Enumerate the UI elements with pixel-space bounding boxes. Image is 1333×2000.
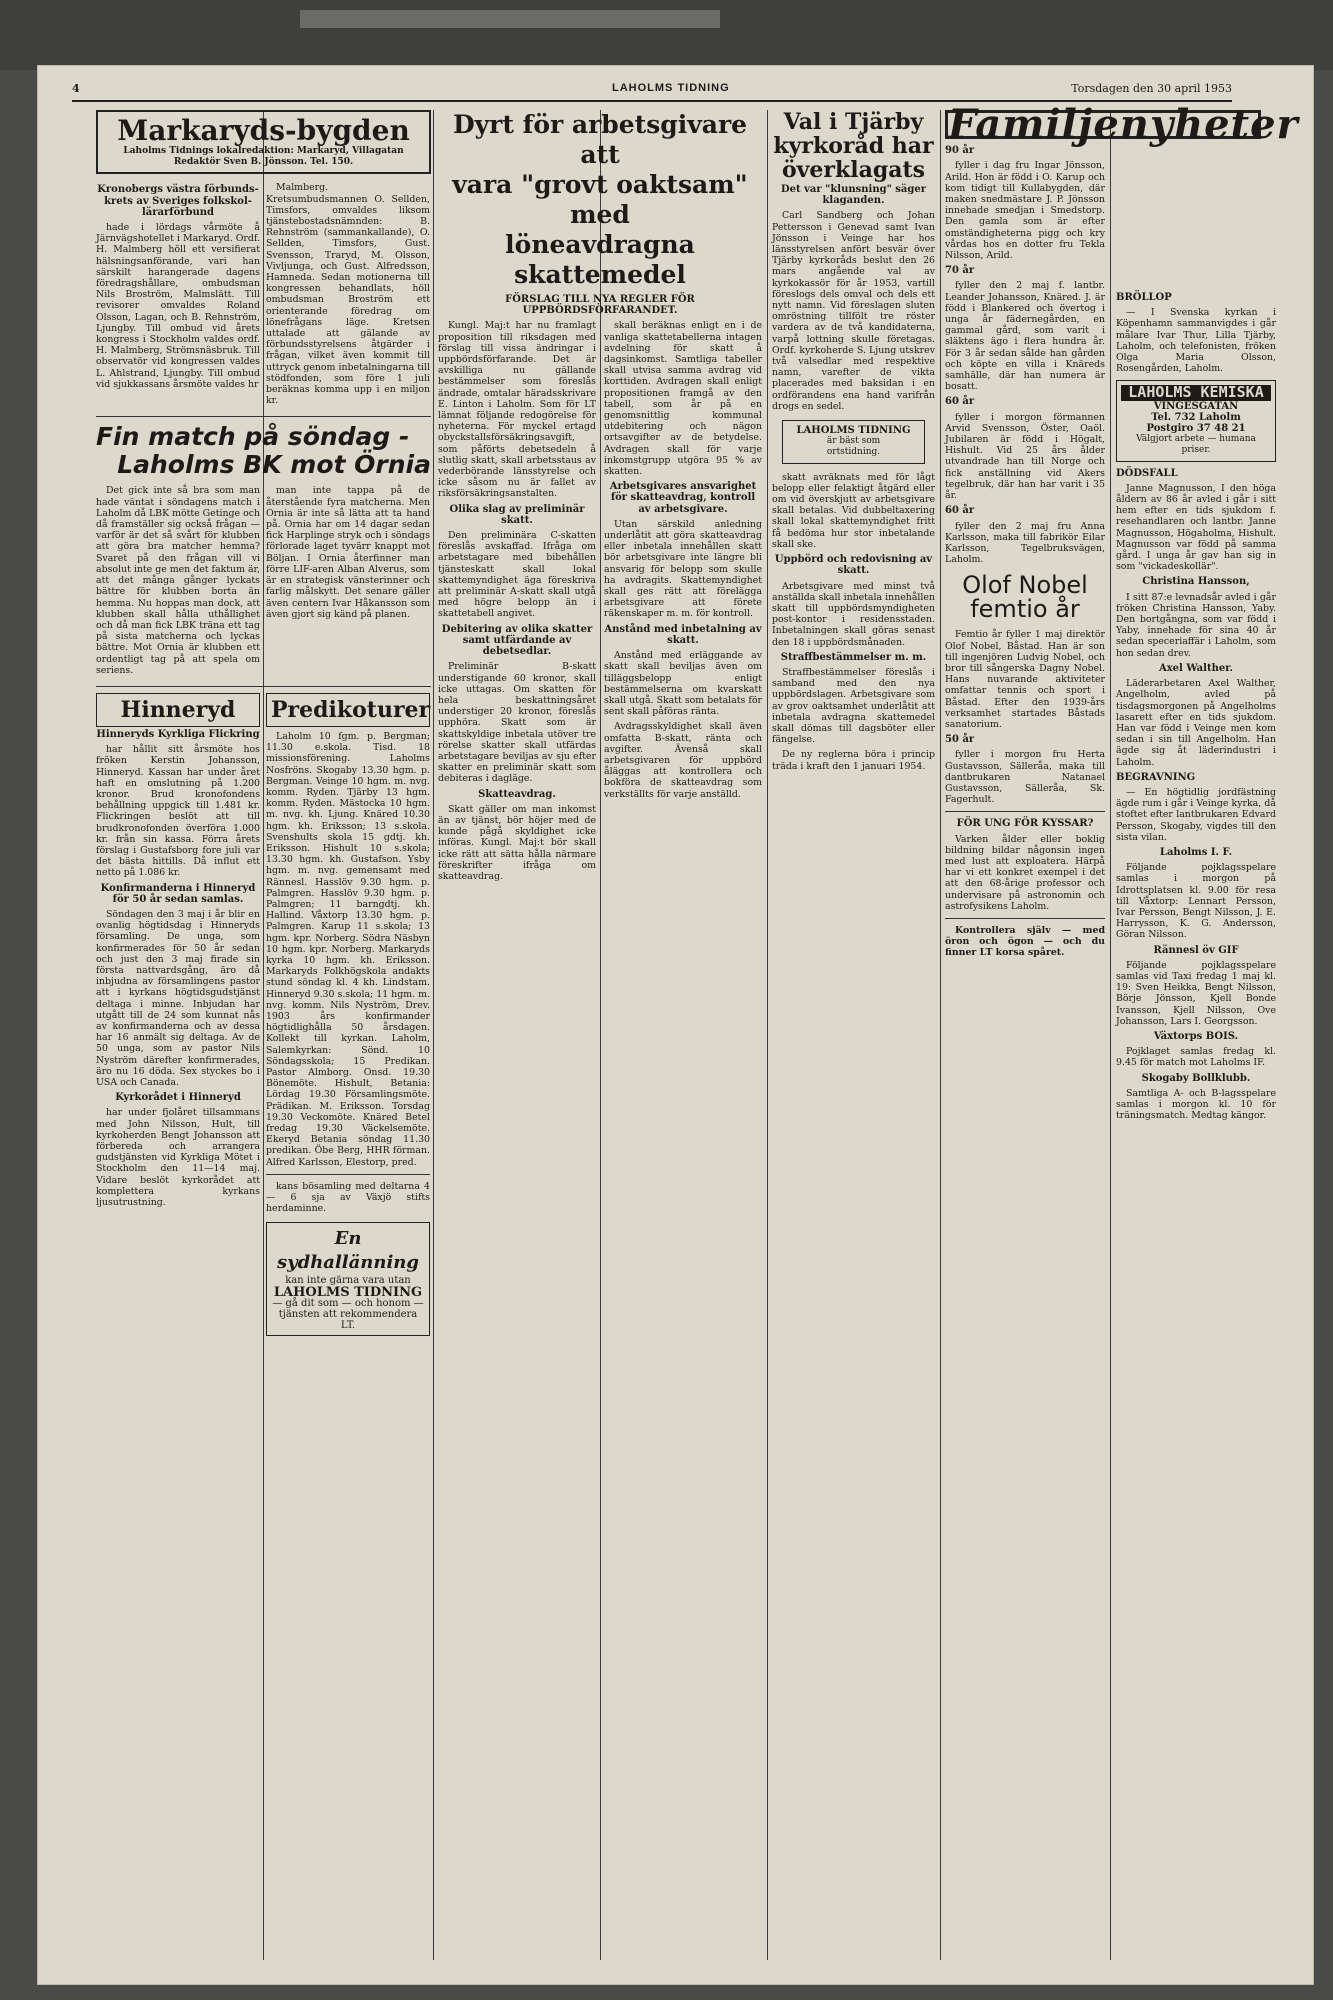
article-text: fyller i morgon fru Herta Gustavsson, Sälleråa, maka till dantbrukaren Natanael Gustavsson, Sälleråa, Sk. Fagerhult. xyxy=(945,749,1105,806)
article-text: Anstånd med erläggande av skatt skall beviljas även om tilläggsbelopp enligt bestämmelserna om kvarskatt skall utgå. Skatt som betalats för sent skall påföras ränta. xyxy=(604,650,762,718)
article-text: Femtio år fyller 1 maj direktör Olof Nobel, Båstad. Han är son till ingenjören Ludvig Nobel, och bror till sångerska Dagny Nobel. Hans nuvarande aktiviteter omfattar tennis och sport i Båstad. Efter den 1939-års verksamhet startades Båstads sanatorium. xyxy=(945,629,1105,730)
column-rule xyxy=(940,110,941,1960)
article-text: Följande pojklagsspelare samlas vid Taxi fredag 1 maj kl. 19: Sven Heikka, Bengt Nilsson, Börje Jönsson, Kjell Bonde Ivansson, Kjell Nilsson, Ove Johansson, Lars I. Georgsson. xyxy=(1116,959,1276,1027)
article-text: skatt avräknats med för lågt belopp eller felaktigt åtgärd eller om vid överskjutt av arbetsgivare skall betalas. Vid dubbeltaxering skall lokal skattemyndighet fritt få bedöma hur stor inbetalande skall ske. xyxy=(772,471,935,550)
article-text: Det gick inte så bra som man hade väntat i söndagens match i Laholm då LBK mötte Getinge och då framställer sig också frågan — varför är det så svårt för klubben att göra bra matcher hemma? Svaret på den frågan vill vi absolut inte ge men det faktum är, att det många gånger lyckats bättre för klubben borta än hemma. Nu hoppas man dock, att klubben skall hålla uthållighet och då man fick LBK träna ett tag på sista matcherna och lyckas bättre. Mot Ornia är klubben ett ordentligt tag på att spela om seriens. xyxy=(96,485,260,676)
familjenyheter-banner xyxy=(945,101,1299,148)
article-heading: Skogaby Bollklubb. xyxy=(1141,1072,1251,1084)
article-deck: FÖRSLAG TILL NYA REGLER FÖR UPPBÖRDSFÖRFARANDET. xyxy=(505,294,695,317)
issue-date: Torsdagen den 30 april 1953 xyxy=(1071,82,1232,95)
age-heading: 50 år xyxy=(945,734,975,746)
banner-title: Familjenyheter xyxy=(948,101,1299,148)
article-text: Kontrollera själv — med öron och ögon — och du finner LT korsa spåret. xyxy=(945,924,1105,959)
article-text: Carl Sandberg och Johan Pettersson i Genevad samt Ivan Jönsson i Veinge har hos länsstyrelsen anfört besvär över Tjärby kyrkoråds beslut den 26 mars angående val av kyrkokassör för år 1953, vartill föreslogs dels omval och dels ett nytt namn. Vid föreslagen sluten omröstning tillfölt tre röster vardera av de två kandidaterna, varpå lottning skulle företagas. Ordf. kyrkoherde S. Ljung utskrev två valsedlar med respektive namn, varefter de vikta placerades med baksidan i en ordförandens ena hand varifrån drogs en sedel. xyxy=(772,210,935,412)
article-text: har under fjolåret tillsammans med John Nilsson, Hult, till kyrkoherden Bengt Johansson att förbereda och arrangera gudstjänsten vid Kyrkliga Mötet i Stockholm den 11—14 maj. Vidare beslöt kyrkorådet att komplettera kyrkans ljusutrustning. xyxy=(96,1107,260,1209)
box-line: är bäst som xyxy=(826,436,881,447)
headline-line: femtio år xyxy=(970,595,1080,624)
article-text: Den preliminära C-skatten föreslås avskaffad. Ifråga om arbetstagare med bibehållen tjänsteskatt skall lokal skattemyndighet äga föreskriva att preliminär A-skatt skall utgå med högre belopp än i skattetabell angivet. xyxy=(438,530,596,620)
article-text: Malmberg. Kretsumbudsmannen O. Sellden, Timsfors, omvaldes liksom tjänstebostadsnämnden: B. Rehnström (sammankallande), O. Sellden, Timsfors, Gust. Svensson, Traryd, M. Olsson, Vivljunga, och Gust. Alfredsson, Hamneda. Sedan motionerna till kongressen behandlats, höll ombudsman Broström ett orienterande föredrag om lönefrågans läge. Kretsen uttalade att gälande av förbundsstyrelsens åtgärder i frågan, vilket även kommit till uttryck genom inbetalningarna till stödfonden, som före 1 juli beräknas komma upp i en miljon kr. xyxy=(266,182,430,407)
sports-headline xyxy=(96,423,431,479)
headline-line: Olof Nobel xyxy=(962,571,1088,600)
headline-line: kyrkoråd har xyxy=(773,133,934,159)
ad-line: Tel. 732 Laholm xyxy=(1151,411,1241,423)
article-subheading: Anstånd med inbetalning av skatt. xyxy=(604,623,762,646)
article-text: — I Svenska kyrkan i Köpenhamn sammanvigdes i går målare Ivar Thur, Lilla Tjärby, Laholm, och telefonisten, fröken Olga Maria Olsson, Rosengården, Laholm. xyxy=(1116,307,1276,375)
laholms-kemiska-ad xyxy=(1116,380,1276,461)
ad-line: VINGESGATAN xyxy=(1153,400,1239,412)
article-subheading: Skatteavdrag. xyxy=(478,788,556,800)
ad-line: — gå dit som — och honom — tjänsten att rekommendera LT. xyxy=(272,1297,424,1332)
article-heading: Axel Walther. xyxy=(1158,662,1234,674)
article-text: Skatt gäller om man inkomst än av tjänst, bör höjer med de kunde pågå skyldighet icke införas. Kungl. Maj:t bör skall icke rätt att sätta hålla närmare föreskrifter ifråga om skatteavdrag. xyxy=(438,803,596,882)
scan-tape-strip xyxy=(300,10,720,28)
section-heading: DÖDSFALL xyxy=(1116,467,1178,479)
column-right xyxy=(1116,290,1276,1125)
article-text: fyller den 2 maj f. lantbr. Leander Johansson, Knäred. J. är född i Blankered och övertog i unga år fädernegården, en gammal gård, som varit i släktens ägo i flera hundra år. För 3 år sedan sålde han gården och köpte en villa i Knäreds samhälle, där han numera är bosatt. xyxy=(945,280,1105,393)
article-deck: Det var "klunsning" säger klaganden. xyxy=(780,184,927,207)
article-text: Straffbestämmelser föreslås i samband med den nya uppbördslagen. Arbetsgivare som av grov oaktsamhet underlåtit att inbetala avdragna skattemedel skall dömas till dagsböter eller fängelse. xyxy=(772,666,935,746)
article-text: skall beräknas enligt en i de vanliga skattetabellerna intagen avdelning för skatt å dagsinkomst. Samtliga tabeller skall utvisa samma avdrag vid korttiden. Avdragen skall enligt propositionen framgå av den tabell, som år på en genomsnittlig kommunal utdebitering och nägon ortsavgifter av de betydelse. Avdragen skall för varje inkomstgrupp utgöra 95 % av skatten. xyxy=(604,320,762,478)
age-heading: 60 år xyxy=(945,396,975,408)
page-masthead xyxy=(72,82,1232,102)
markaryd-header-box xyxy=(96,110,431,174)
ad-line: LAHOLMS TIDNING xyxy=(273,1284,423,1300)
box-line: LAHOLMS TIDNING xyxy=(796,425,911,437)
section-subtitle: Redaktör Sven B. Jönsson. Tel. 150. xyxy=(173,157,354,168)
article-text: Samtliga A- och B-lagsspelare samlas i morgon kl. 10 för träningsmatch. Medtag kängor. xyxy=(1116,1087,1276,1122)
article-heading: Kronobergs västra förbunds-krets av Sveriges folkskol-lärarförbund xyxy=(97,184,259,218)
section-heading: BEGRAVNING xyxy=(1116,771,1196,783)
article-text: Läderarbetaren Axel Walther, Angelholm, avled på tisdagsmorgonen på Angelholms lasarett efter en tids sjukdom. Han var född i Veinge men kom sedan i sin till Angelholm. Han ägde sig åt läderindustri i Laholm. xyxy=(1116,678,1276,768)
article-subheading: Uppbörd och redovisning av skatt. xyxy=(774,554,933,577)
article-text: har hållit sitt årsmöte hos fröken Kerstin Johansson, Hinneryd. Kassan har under året haft en omslutning på 1.200 kronor. Brud kronofondens behållning uppgick till 1.481 kr. Flickringen beslöt att till brudkronofonden överföra 1.000 kr. från sin kassa. Förra årets förslag i Gustafsborg fore juli var det bästa hittills. Då influt ett netto på 1.086 kr. xyxy=(96,744,260,879)
laholms-tidning-ad xyxy=(266,1222,430,1336)
sports-title-line: Fin match på söndag - xyxy=(96,422,410,452)
headline-line: vara "grovt oaktsam" med xyxy=(452,170,748,229)
ad-title: LAHOLMS KEMISKA xyxy=(1121,385,1271,400)
article-text: man inte tappa på de återstående fyra matcherna. Men Ornia är inte så lätta att ta hand på. Ornia har om 14 dagar sedan fick Harplinge stryk och i söndags förlorade laget tyvärr knappt mot Böljan. I Ornia återfinner man förre LIF-aren Alban Alverus, som är en strategisk vänsterinner och farlig målskytt. Det senare gäller även centern Ivar Håkansson som även gjort sig känd på planen. xyxy=(266,485,430,620)
article-heading: FÖR UNG FÖR KYSSAR? xyxy=(956,818,1094,830)
article-heading: Växtorps BOIS. xyxy=(1153,1030,1239,1042)
article-headline xyxy=(438,110,762,290)
article-text: Preliminär B-skatt understigande 60 kronor, skall icke uttagas. Om skatten för hela beskattningsåret understiger 20 kronor, föreslås upphöra. Skatt som är skattskyldige inbetala utöver tre rörelse skatter skall utfärdas arbetstagare beviljas av sju efter skatter en preliminär skatt som debiteras i dagläge. xyxy=(438,661,596,785)
article-text: fyller i morgon förmannen Arvid Svensson, Öster, Oaöl. Jubilaren är född i Högalt, Hishult. Vid 25 års ålder utvandrade han till Norge och fick anställning vid Akers tegelbruk, där han har varit i 35 år. xyxy=(945,411,1105,502)
column-arbetsgivare xyxy=(438,110,762,886)
section-title: Markaryds-bygden xyxy=(117,114,410,147)
article-heading: Laholms I. F. xyxy=(1159,846,1233,858)
article-heading: Rännesl öv GIF xyxy=(1153,944,1239,956)
section-heading: BRÖLLOP xyxy=(1116,292,1172,303)
headline-line: Val i Tjärby xyxy=(783,109,924,135)
section-title: Predikoturer xyxy=(271,696,431,723)
ad-line: Välgjort arbete — humana priser. xyxy=(1136,434,1256,456)
article-text: Pojklaget samlas fredag kl. 9.45 för match mot Laholms IF. xyxy=(1116,1046,1276,1069)
ad-line: kan inte gärna vara utan xyxy=(285,1275,411,1287)
headline-line: Dyrt för arbetsgivare att xyxy=(452,110,748,169)
article-subheading: Arbetsgivares ansvarighet för skatteavdrag, kontroll av arbetsgivare. xyxy=(609,481,757,515)
article-text: De ny reglerna böra i princip träda i kraft den 1 januari 1954. xyxy=(772,749,935,772)
article-text: — En högtidlig jordfästning ägde rum i går i Veinge kyrka, då stoftet efter lantbrukaren Edvard Persson, Skogaby, vigdes till den sista vilan. xyxy=(1116,786,1276,843)
article-text: Avdragsskyldighet skall även omfatta B-skatt, ränta och avgifter. Ävenså skall arbetsgivaren för uppbörd åläggas att kontrollera och bokföra de skatteavdrag som verkställts för varje anställd. xyxy=(604,721,762,800)
article-headline xyxy=(772,110,935,182)
article-text: Kungl. Maj:t har nu framlagt proposition till riksdagen med förslag till vissa ändringar i uppbördsförfarande. Det är avskilliga nu gällande bestämmelser som föreslås ändrade, omtalar häradsskrivare E. Linton i Laholm. Som för LT lämnat följande redogörelse för nyheterna. För myckel ertagd obyckstallsförsäkringsavgift, som påförts debetsedeln å slutlig skatt, skall arbetsstaus av vederbörande länsstyrelse och icke såsom nu är fallet av riksförsäkringsanstalten. xyxy=(438,320,596,500)
nobel-headline xyxy=(945,571,1105,624)
column-markaryd xyxy=(96,110,431,1336)
section-subtitle: Laholms Tidnings lokalredaktion: Markaryd, Villagatan xyxy=(123,146,404,156)
sports-title-line: Laholms BK mot Örnia xyxy=(117,450,431,480)
paper-title: LAHOLMS TIDNING xyxy=(612,82,730,94)
article-text: Laholm 10 fgm. p. Bergman; 11.30 e.skola. Tisd. 18 missionsförening. Laholms Nosfröns. Skogaby 13.30 hgm. p. Bergman. Veinge 10 hgm. m. nvg. komm. Ryden. Tjärby 13 hgm. komm. Ryden. Mästocka 10 hgm. m. nvg. kh. Ljung. Knäred 10.30 hgm. kh. Eriksson; 13 s.skola. Svenshults skola 15 gdtj. kh. Eriksson. Hishult 10 s.skola; 13.30 hgm. kh. Gustafson. Ysby hgm. m. nvg. gemensamt med Rännesl. Hasslöv 9.30 hgm. p. Palmgren. Hasslöv 9.30 hgm. p. Palmgren; 11 barngdtj. kh. Hallind. Våxtorp 13.30 hgm. p. Palmgren. Karup 11 s.skola; 13 hgm. kpr. Norberg. Södra Näsbyn 10 hgm. kpr. Norberg. Markaryds kyrka 10 hgm. kh. Eriksson. Markaryds Folkhögskola andakts stund söndag kl. 4 kh. Lindstam. Hinneryd 9.30 s.skola; 11 hgm. m. nvg. komm. Nils Nyström, Drev. 1903 års konfirmander högtidlighålla 50 årsdagen. Kollekt till kyrkan. Laholm, Salemkyrkan: Sönd. 10 Söndagsskola; 15 Predikan. Pastor Almborg. Onsd. 19.30 Bönemöte. Hishult, Betania: Lördag 19.30 Församlingsmöte. Prädikan. M. Eriksson. Torsdag 19.30 Veckomöte. Knäred Betel fredag 19.30 Väckelsemöte. Ekeryd Betania söndag 11.30 predikan. Öbe Berg, HHR förman. Alfred Karlsson, Elestorp, pred. xyxy=(266,730,430,1168)
page-number: 4 xyxy=(72,82,80,95)
article-text: kans bösamling med deltarna 4 — 6 sja av Växjö stifts herdaminne. xyxy=(266,1180,430,1215)
column-rule xyxy=(1110,110,1111,1960)
headline-line: överklagats xyxy=(781,157,926,183)
section-title: Hinneryd xyxy=(120,696,236,723)
article-heading: Konfirmanderna i Hinneryd för 50 år sedan samlas. xyxy=(100,882,256,905)
article-subheading: Olika slag av preliminär skatt. xyxy=(449,503,585,526)
ortstidning-box xyxy=(782,420,925,464)
article-heading: Kyrkorådet i Hinneryd xyxy=(115,1092,241,1104)
article-text: hade i lördags vårmöte å Järnvägshotellet i Markaryd. Ordf. H. Malmberg höll ett versifierat hälsningsanförande, vari han särskilt harangerade dagens föredragshållare, ombudsman Nils Broström, Malmslätt. Till revisorer omvaldes Roland Olsson, Lagan, och B. Rehnström, Ljungby. Till ombud vid årets kongress i Stockholm valdes ordf. H. Malmberg, Strömsnäsbruk. Till observatör vid kongressen valdes L. Ahlstrand, Ljungby. Till ombud vid sjukkassans årsmöte valdes hr xyxy=(96,222,260,390)
article-text: fyller den 2 maj fru Anna Karlsson, maka till fabrikör Eilar Karlsson, Tegelbruksvägen, Laholm. xyxy=(945,520,1105,566)
article-text: Varken ålder eller boklig bildning bildar någonsin ingen med lust att exploatera. Härpå har vi ett konkret exempel i det att den 68-årige professor och undervisare på astronomin och astrofysikens Laholm. xyxy=(945,833,1105,912)
article-text: Arbetsgivare med minst två anställda skall inbetala innehållen skatt till uppbördsmyndigheten post-kontor i residensstaden. Inbetalningen skall göras senast den 18 i uppbördsmånaden. xyxy=(772,580,935,648)
predikoturer-header-box xyxy=(266,693,430,727)
age-heading: 90 år xyxy=(945,145,975,157)
article-heading: Christina Hansson, xyxy=(1142,576,1250,588)
ad-title: En sydhallänning xyxy=(277,1228,419,1274)
column-rule xyxy=(767,110,768,1960)
article-text: fyller i dag fru Ingar Jönsson, Arild. Hon är född i O. Karup och kom tidigt till Kullabygden, där maken snedmästare J. P. Jönsson innehade smedjan i Smedstorp. Den gamla som är efter omständigheterna pigg och kry vårdas hos en dotter fru Tekla Nilsson, Arild. xyxy=(945,160,1105,262)
age-heading: 60 år xyxy=(945,505,975,517)
article-subheading: Straffbestämmelser m. m. xyxy=(780,651,927,663)
box-line: ortstidning. xyxy=(826,447,881,458)
ad-line: Postgiro 37 48 21 xyxy=(1146,423,1246,435)
column-rule xyxy=(433,110,434,1960)
article-text: I sitt 87:e levnadsår avled i går fröken Christina Hansson, Yaby. Den bortgångna, som var född i Yaby, innehade för sina 40 år sedan speceriaffär i Laholm, som hon sedan drev. xyxy=(1116,591,1276,659)
article-heading: Hinneryds Kyrkliga Flickring xyxy=(96,728,260,740)
article-text: Följande pojklagsspelare samlas i morgon på Idrottsplatsen kl. 9.00 för resa till Våxtorp: Lennart Persson, Ivar Persson, Bengt Nilsson, J. E. Harrysson, K. G. Andersson, Göran Nilsson. xyxy=(1116,862,1276,941)
article-text: Söndagen den 3 maj i år blir en ovanlig högtidsdag i Hinneryds församling. De unga, som konfirmerades för 50 år sedan och just den 3 maj firade sin första nattvardsgång, äro då inbjudna av församlingens pastor att i kyrkans högtidsgudstjänst deltaga i minne. Inbjudan har utgått till de 24 som kunnat nås av konfirmanderna och av dessa har 16 anmält sig deltaga. Av de 50 unga, som av pastor Nils Nyström därefter konfirmerades, äro nu 16 döda. Sex styckes bo i USA och Canada. xyxy=(96,908,260,1089)
hinneryd-header-box xyxy=(96,693,260,727)
article-subheading: Debitering av olika skatter samt utfärdande av debetsedlar. xyxy=(441,623,593,658)
column-tjarby xyxy=(772,110,935,776)
age-heading: 70 år xyxy=(945,265,975,277)
article-text: Utan särskild anledning underlåtit att göra skatteavdrag eller inbetala innehållen skatt bör arbetsgivare inte längre bli ansvarig för belopp som skulle ha avdragits. Skattemyndighet skall ges rätt att förelägga arbetsgivare att förete räkenskaper m. m. för kontroll. xyxy=(604,518,762,620)
headline-line: löneavdragna skattemedel xyxy=(505,230,695,289)
article-text: Janne Magnusson, I den höga åldern av 86 år avled i går i sitt hem efter en tids sjukdom f. resehandlaren och lantbr. Janne Magnusson, Högaholma, Hishult. Magnusson var född på samma gård. I unga år gav han sig in som "vickadeskollär". xyxy=(1116,482,1276,573)
